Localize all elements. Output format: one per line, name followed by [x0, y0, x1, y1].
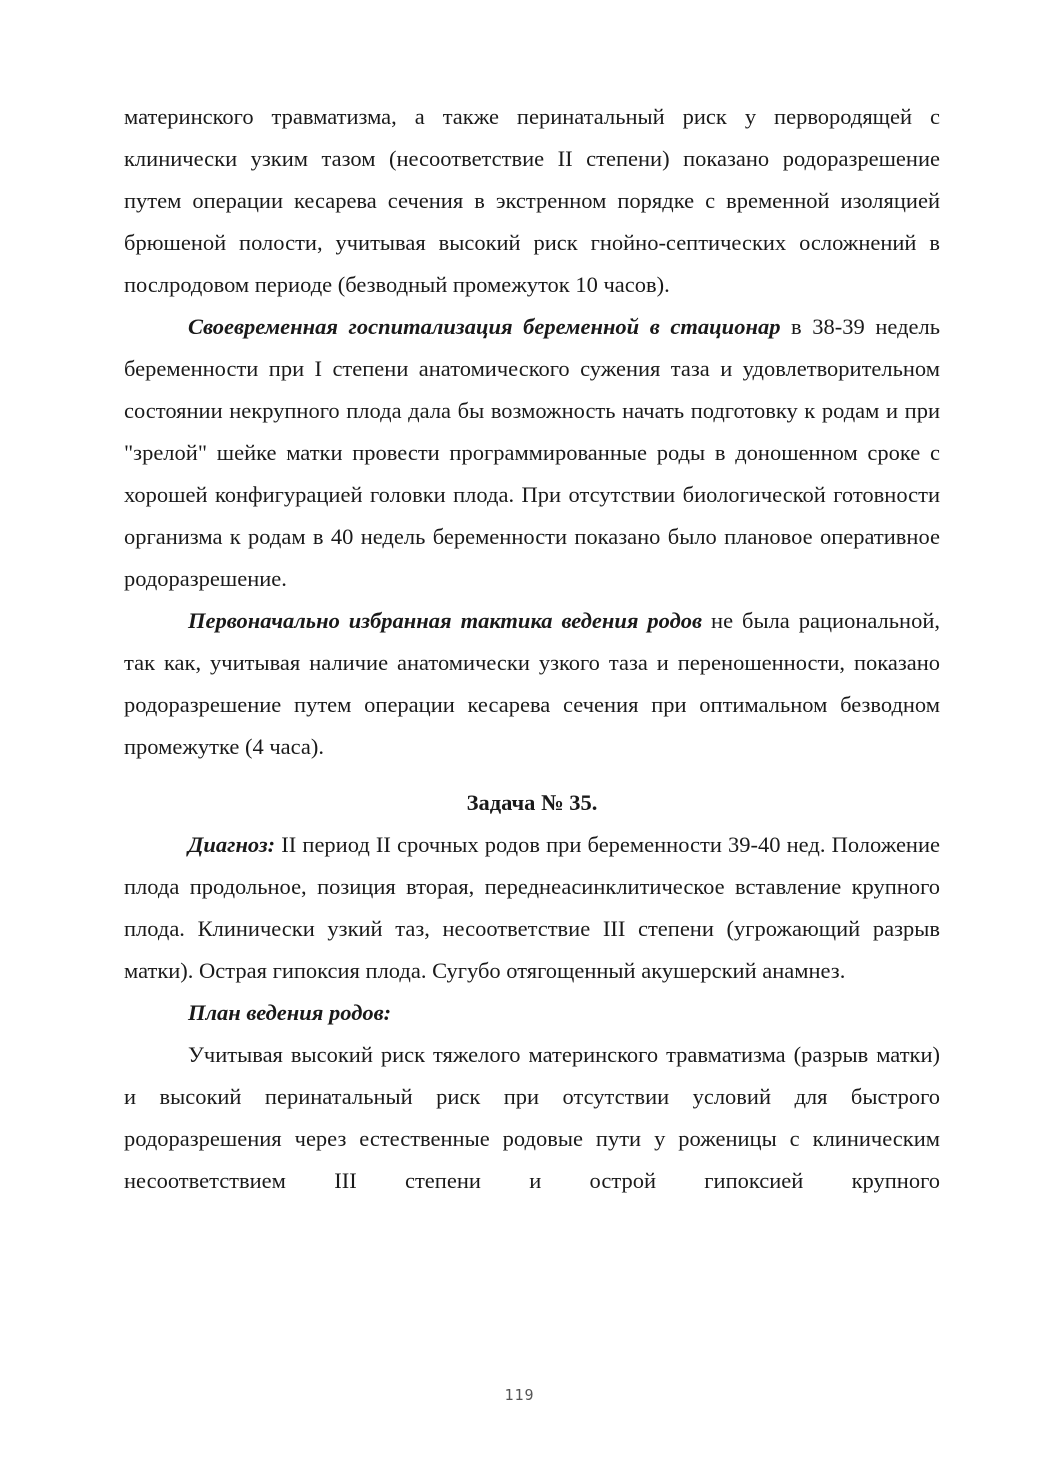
subheading-plan: План ведения родов: [188, 1000, 392, 1025]
paragraph-body: в 38-39 недель беременности при I степени анатомического сужения таза и удовлетворительном состоянии некрупного плода дала бы возможность начать подготовку к родам и при "зрелой" шейке матки провести программированные роды в доношенном сроке с хорошей конфигурацией головки плода. При отсутствии биологической готовности организма к родам в 40 недель беременности показано было плановое оперативное родоразрешение. [124, 314, 940, 591]
paragraph-body: не была рациональной, так как, учитывая наличие анатомически узкого таза и переношенности, показано родоразрешение путем операции кесарева сечения при оптимальном безводном промежутке (4 часа). [124, 608, 940, 759]
paragraph-diagnosis [124, 824, 940, 992]
paragraph-body: II период II срочных родов при беременности 39-40 нед. Положение плода продольное, позиция вторая, переднеасинклитическое вставление крупного плода. Клинически узкий таз, несоответствие III степени (угрожающий разрыв матки). Острая гипоксия плода. Сугубо отягощенный акушерский анамнез. [124, 832, 940, 983]
paragraph-lead-emphasis: Первоначально избранная тактика ведения родов [188, 608, 703, 633]
paragraph-initial-tactics [124, 600, 940, 768]
section-heading: Задача № 35. [466, 790, 598, 815]
page-number: 119 [504, 1386, 535, 1404]
paragraph-lead-emphasis: Диагноз: [188, 832, 276, 857]
document-page [124, 96, 940, 1202]
paragraph-lead-emphasis: Своевременная госпитализация беременной в стационар [188, 314, 781, 339]
paragraph-plan-heading [124, 992, 940, 1034]
paragraph-continuation: материнского травматизма, а также перинатальный риск у первородящей с клинически узким тазом (несоответствие II степени) показано родоразрешение путем операции кесарева сечения в экстренном порядке с временной изоляцией брюшеной полости, учитывая высокий риск гнойно-септических осложнений в послродовом периоде (безводный промежуток 10 часов). [124, 104, 940, 297]
paragraph-plan-body: Учитывая высокий риск тяжелого материнского травматизма (разрыв матки) и высокий перинатальный риск при отсутствии условий для быстрого родоразрешения через естественные родовые пути у роженицы с клиническим несоответствием III степени и острой гипоксией крупного [124, 1042, 940, 1193]
paragraph-timely-hospitalization [124, 306, 940, 600]
